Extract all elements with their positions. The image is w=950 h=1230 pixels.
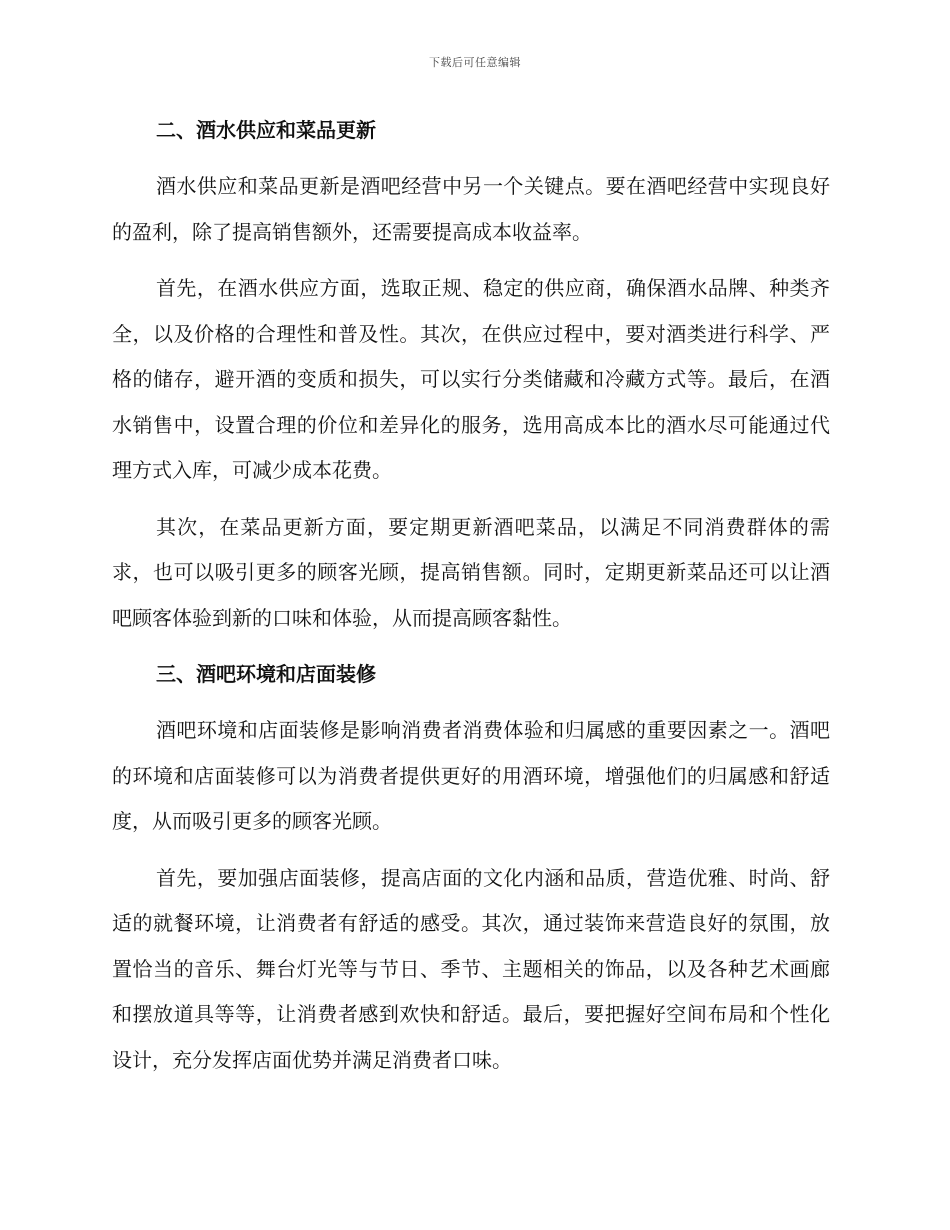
paragraph: 首先，在酒水供应方面，选取正规、稳定的供应商，确保酒水品牌、种类齐全，以及价格的合理性和普及性。其次，在供应过程中，要对酒类进行科学、严格的储存，避开酒的变质和损失，可以实行分类储藏和冷藏方式等。最后，在酒水销售中，设置合理的价位和差异化的服务，选用高成本比的酒水尽可能通过代理方式入库，可减少成本花费。: [112, 276, 830, 482]
paragraph: 其次，在菜品更新方面，要定期更新酒吧菜品，以满足不同消费群体的需求，也可以吸引更多的顾客光顾，提高销售额。同时，定期更新菜品还可以让酒吧顾客体验到新的口味和体验，从而提高顾客黏性。: [112, 514, 830, 630]
section-heading-environment: 三、酒吧环境和店面装修: [156, 662, 376, 686]
section-heading-supply: 二、酒水供应和菜品更新: [156, 118, 376, 142]
paragraph: 酒水供应和菜品更新是酒吧经营中另一个关键点。要在酒吧经营中实现良好的盈利，除了提高销售额外，还需要提高成本收益率。: [112, 174, 830, 244]
paragraph: 酒吧环境和店面装修是影响消费者消费体验和归属感的重要因素之一。酒吧的环境和店面装修可以为消费者提供更好的用酒环境，增强他们的归属感和舒适度，从而吸引更多的顾客光顾。: [112, 718, 830, 833]
document-body: [112, 108, 830, 1094]
paragraph: 首先，要加强店面装修，提高店面的文化内涵和品质，营造优雅、时尚、舒适的就餐环境，让消费者有舒适的感受。其次，通过装饰来营造良好的氛围，放置恰当的音乐、舞台灯光等与节日、季节、主题相关的饰品，以及各种艺术画廊和摆放道具等等，让消费者感到欢快和舒适。最后，要把握好空间布局和个性化设计，充分发挥店面优势并满足消费者口味。: [112, 865, 830, 1072]
header-note: 下载后可任意编辑: [429, 56, 521, 69]
